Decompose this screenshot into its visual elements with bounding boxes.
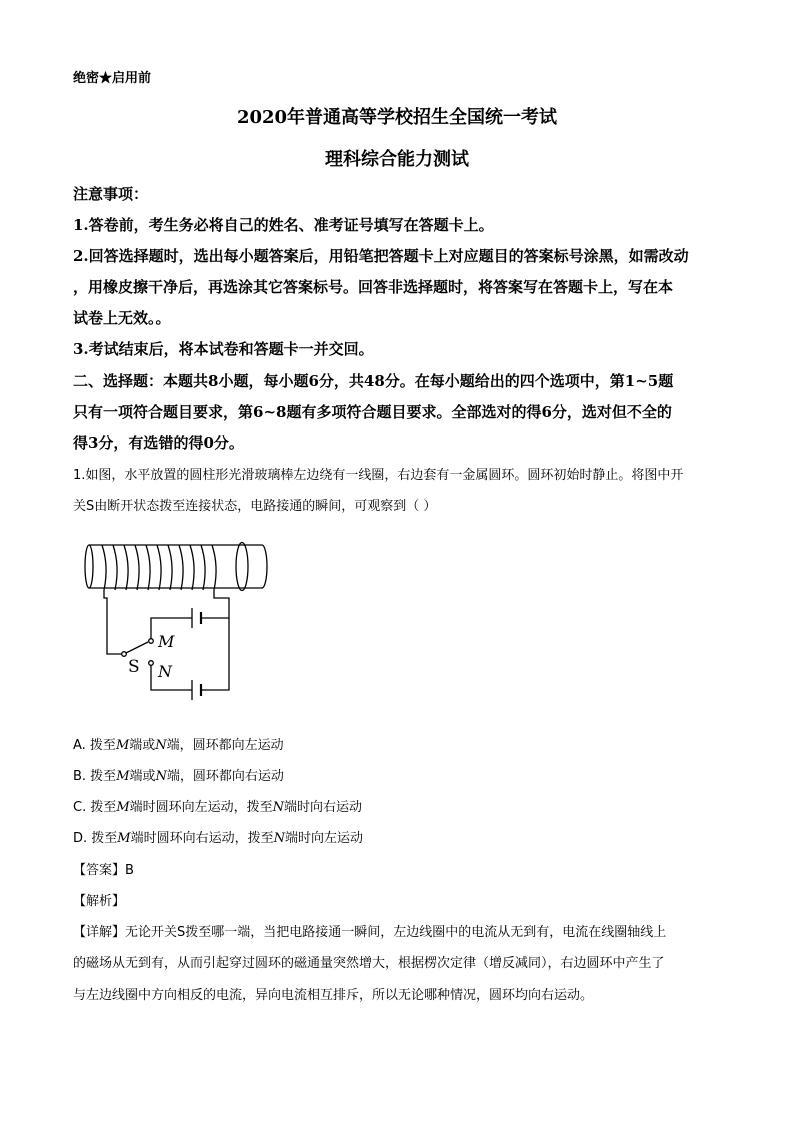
label-s: S [128,657,140,677]
note-line: 3.考试结束后，将本试卷和答题卡一并交回。 [73,340,374,358]
section-instructions: 只有一项符合题目要求，第6~8题有多项符合题目要求。全部选对的得6分，选对但不全的 [73,403,672,421]
option-d: D. 拨至M端时圆环向右运动，拨至N端时向左运动 [73,831,363,846]
note-line: 1.答卷前，考生务必将自己的姓名、准考证号填写在答题卡上。 [73,216,494,234]
note-line: 试卷上无效。。 [73,309,171,327]
confidential-label: 绝密★启用前 [73,71,152,86]
coil-windings [102,545,216,590]
question-stem: 关S由断开状态拨至连接状态，电路接通的瞬间，可观察到（ ） [73,499,437,514]
note-line: ，用橡皮擦干净后，再选涂其它答案标号。回答非选择题时，将答案写在答题卡上，写在本 [73,278,674,296]
detail-line: 与左边线圈中方向相反的电流，异向电流相互排斥，所以无论哪种情况，圆环均向右运动。 [73,988,594,1003]
note-line: 2.回答选择题时，选出每小题答案后，用铅笔把答题卡上对应题目的答案标号涂黑，如需改动 [73,247,689,265]
question-stem: 1.如图，水平放置的圆柱形光滑玻璃棒左边绕有一线圈，右边套有一金属圆环。圆环初始时静止。将图中开 [73,468,684,483]
answer-line: 【答案】B [73,863,134,878]
section-instructions: 二、选择题：本题共8小题，每小题6分，共48分。在每小题给出的四个选项中，第1~5题 [73,372,674,390]
section-instructions: 得3分，有选错的得0分。 [73,434,244,452]
circuit-figure [84,538,274,703]
detail-line: 【详解】无论开关S拨至哪一端，当把电路接通一瞬间，左边线圈中的电流从无到有，电流在线圈轴线上 [73,925,667,940]
label-m: M [158,632,175,651]
notes-heading: 注意事项： [73,185,149,203]
exam-subtitle: 理科综合能力测试 [325,149,469,170]
label-n: N [158,662,172,681]
detail-line: 的磁场从无到有，从而引起穿过圆环的磁通量突然增大，根据楞次定律（增反减同），右边圆环中产生了 [73,956,665,971]
option-b: B. 拨至M端或N端，圆环都向右运动 [73,769,284,784]
exam-title: 2020年普通高等学校招生全国统一考试 [236,107,558,128]
metal-ring [236,543,248,591]
option-a: A. 拨至M端或N端，圆环都向左运动 [73,738,284,753]
analysis-label: 【解析】 [73,894,126,909]
option-c: C. 拨至M端时圆环向左运动，拨至N端时向右运动 [73,800,363,815]
